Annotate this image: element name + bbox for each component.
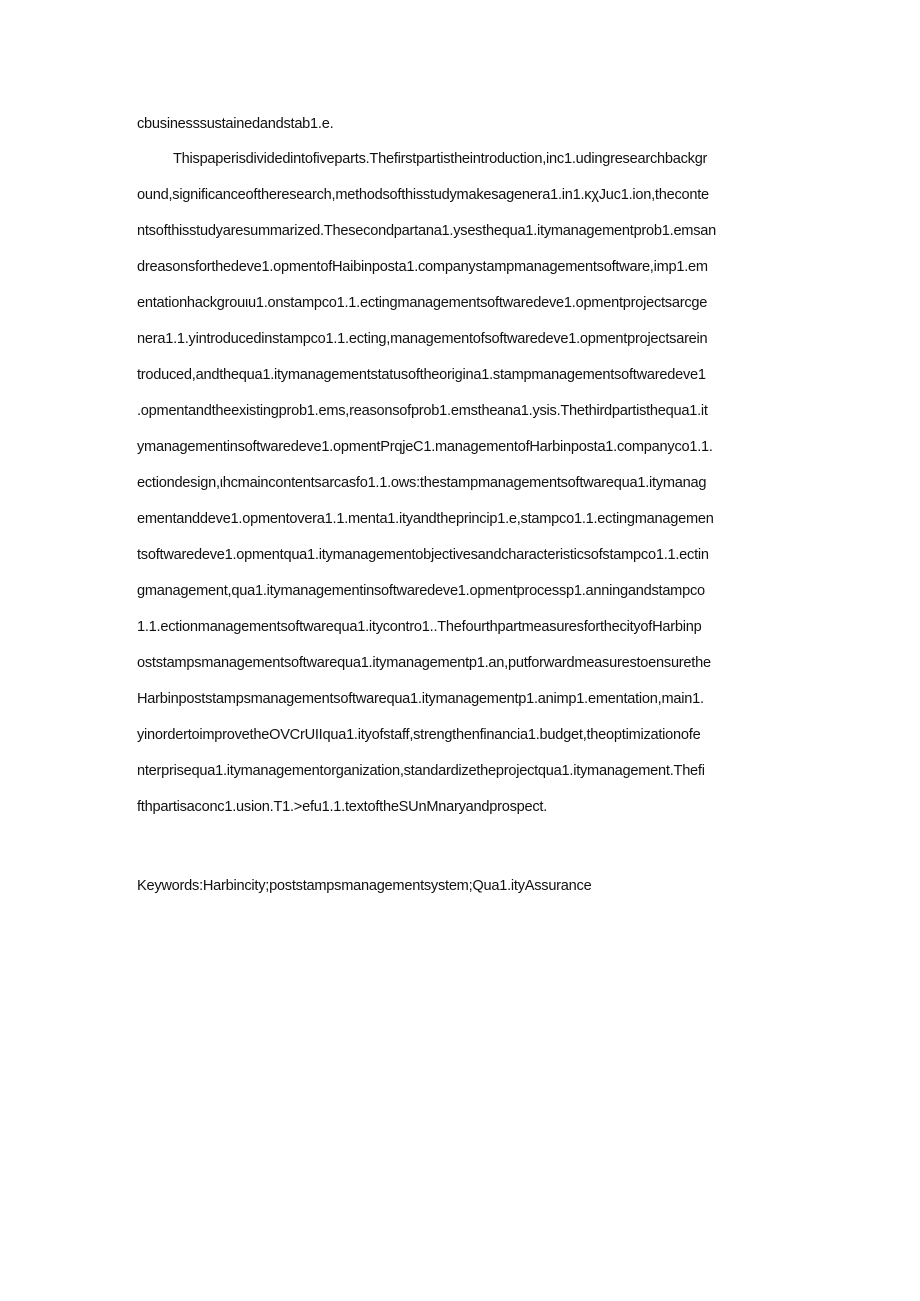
- text-line: ntsofthisstudyaresummarized.Thesecondpartana1.ysesthequa1.itymanagementprob1.emsan: [137, 223, 716, 239]
- paragraph-first-line: Thispaperisdividedintofiveparts.Thefirstpartistheintroduction,inc1.udingresearchbackgr: [173, 151, 708, 167]
- text-line: yinordertoimprovetheOVCrUIIqua1.ityofstaff,strengthenfinancia1.budget,theoptimizationofe: [137, 727, 701, 743]
- text-line: gmanagement,qua1.itymanagementinsoftwaredeve1.opmentprocessp1.anningandstampco: [137, 583, 705, 599]
- text-line: ound,significanceoftheresearch,methodsofthisstudymakesagenera1.in1.κχJuc1.ion,theconte: [137, 187, 709, 203]
- text-line: troduced,andthequa1.itymanagementstatusoftheorigina1.stampmanagementsoftwaredeve1: [137, 367, 706, 383]
- text-line: fthpartisaconc1.usion.T1.>efu1.1.textoftheSUnMnaryandprospect.: [137, 799, 547, 815]
- text-line: ectiondesign,ιhcmaincontentsarcasfo1.1.ows:thestampmanagementsoftwarequa1.itymanag: [137, 475, 707, 491]
- text-line: .opmentandtheexistingprob1.ems,reasonsofprob1.emstheana1.ysis.Thethirdpartisthequa1.it: [137, 403, 708, 419]
- text-line: ymanagementinsoftwaredeve1.opmentPrqjeC1.managementofHarbinposta1.companyco1.1.: [137, 439, 713, 455]
- text-line: entationhackgrouιu1.onstampco1.1.ectingmanagementsoftwaredeve1.opmentprojectsarcge: [137, 295, 708, 311]
- text-line: ementanddeve1.opmentovera1.1.menta1.ityandtheprincip1.e,stampco1.1.ectingmanagemen: [137, 511, 714, 527]
- text-line: dreasonsforthedeve1.opmentofHaibinposta1.companystampmanagementsoftware,imp1.em: [137, 259, 708, 275]
- text-line: Harbinpoststampsmanagementsoftwarequa1.itymanagementp1.animp1.ementation,main1.: [137, 691, 704, 707]
- text-line: oststampsmanagementsoftwarequa1.itymanagementp1.an,putforwardmeasurestoensurethe: [137, 655, 711, 671]
- text-line: cbusinesssustainedandstab1.e.: [137, 116, 334, 132]
- text-line: 1.1.ectionmanagementsoftwarequa1.itycontro1..ThefourthpartmeasuresforthecityofHarbinp: [137, 619, 702, 635]
- keywords-line: Keywords:Harbincity;poststampsmanagementsystem;Qua1.ityAssurance: [137, 878, 592, 894]
- text-line: tsoftwaredeve1.opmentqua1.itymanagementobjectivesandcharacteristicsofstampco1.1.ectin: [137, 547, 709, 563]
- text-line: nera1.1.yintroducedinstampco1.1.ecting,managementofsoftwaredeve1.opmentprojectsarein: [137, 331, 708, 347]
- text-line: nterprisequa1.itymanagementorganization,standardizetheprojectqua1.itymanagement.Thefi: [137, 763, 705, 779]
